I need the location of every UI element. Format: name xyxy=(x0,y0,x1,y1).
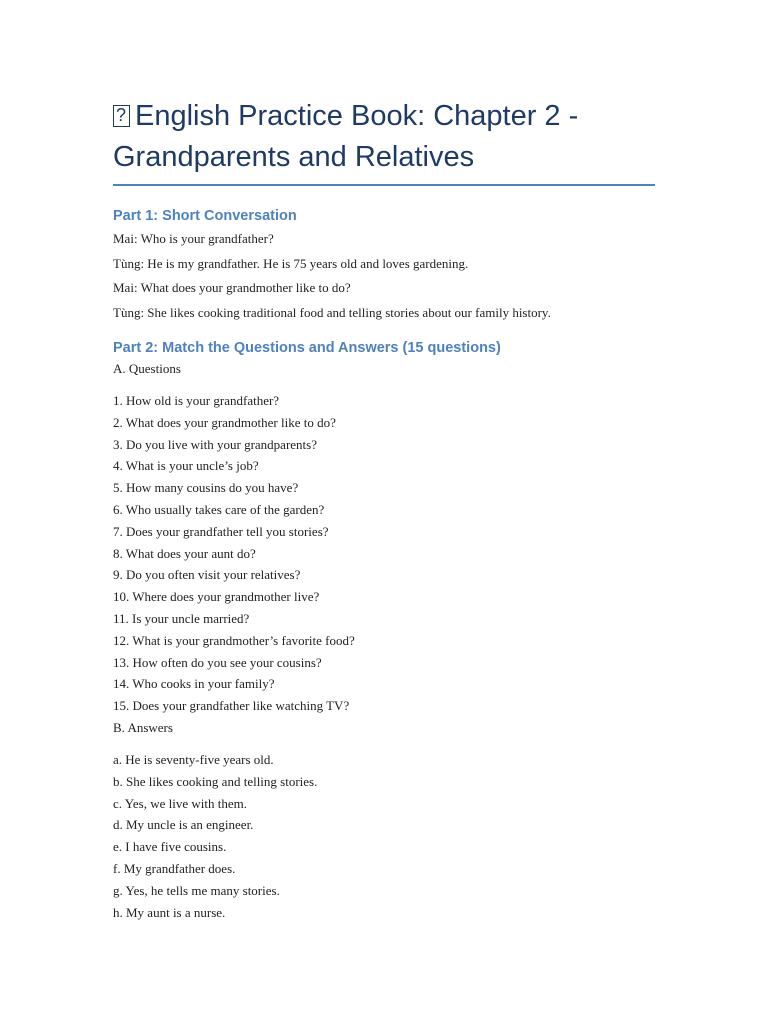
list-item: 1. How old is your grandfather? xyxy=(113,393,280,408)
list-item: 5. How many cousins do you have? xyxy=(113,480,299,496)
list-item: c. Yes, we live with them. xyxy=(113,795,247,811)
part2-heading: Part 2: Match the Questions and Answers (15 questions) xyxy=(113,340,501,356)
list-item: f. My grandfather does. xyxy=(113,860,236,876)
part1-heading: Part 1: Short Conversation xyxy=(113,208,297,224)
list-item: 14. Who cooks in your family? xyxy=(113,676,275,692)
conversation-line-4: Tùng: She likes cooking traditional food and telling stories about our family history. xyxy=(113,304,551,320)
document-content xyxy=(113,96,655,923)
list-item: h. My aunt is a nurse. xyxy=(113,904,226,920)
list-item: 8. What does your aunt do? xyxy=(113,545,256,561)
list-item: 11. Is your uncle married? xyxy=(113,610,250,626)
list-item: a. He is seventy-five years old. xyxy=(113,751,274,767)
list-item: e. I have five cousins. xyxy=(113,839,227,855)
answers-label: B. Answers xyxy=(113,719,173,735)
list-item: 13. How often do you see your cousins? xyxy=(113,654,322,670)
list-item: 15. Does your grandfather like watching TV? xyxy=(113,698,350,714)
missing-glyph-icon xyxy=(113,105,130,127)
list-item: 4. What is your uncle’s job? xyxy=(113,458,259,474)
answers-list xyxy=(113,749,655,923)
list-item: 3. Do you live with your grandparents? xyxy=(113,436,317,452)
list-item: 7. Does your grandfather tell you stories? xyxy=(113,523,329,539)
list-item: 6. Who usually takes care of the garden? xyxy=(113,501,325,517)
list-item: 9. Do you often visit your relatives? xyxy=(113,567,301,583)
list-item: d. My uncle is an engineer. xyxy=(113,817,254,833)
page-title-text: English Practice Book: Chapter 2 - Grandparents and Relatives xyxy=(113,100,579,173)
list-item: 10. Where does your grandmother live? xyxy=(113,589,320,605)
list-item: g. Yes, he tells me many stories. xyxy=(113,882,280,898)
list-item: b. She likes cooking and telling stories. xyxy=(113,773,318,789)
conversation-line-2: Tùng: He is my grandfather. He is 75 years old and loves gardening. xyxy=(113,255,469,271)
questions-list xyxy=(113,390,655,739)
page-title xyxy=(113,96,655,186)
conversation xyxy=(113,227,655,325)
questions-label: A. Questions xyxy=(113,361,181,376)
conversation-line-1: Mai: Who is your grandfather? xyxy=(113,231,274,246)
list-item: 12. What is your grandmother’s favorite food? xyxy=(113,632,355,648)
conversation-line-3: Mai: What does your grandmother like to do? xyxy=(113,280,351,295)
list-item: 2. What does your grandmother like to do? xyxy=(113,414,336,430)
